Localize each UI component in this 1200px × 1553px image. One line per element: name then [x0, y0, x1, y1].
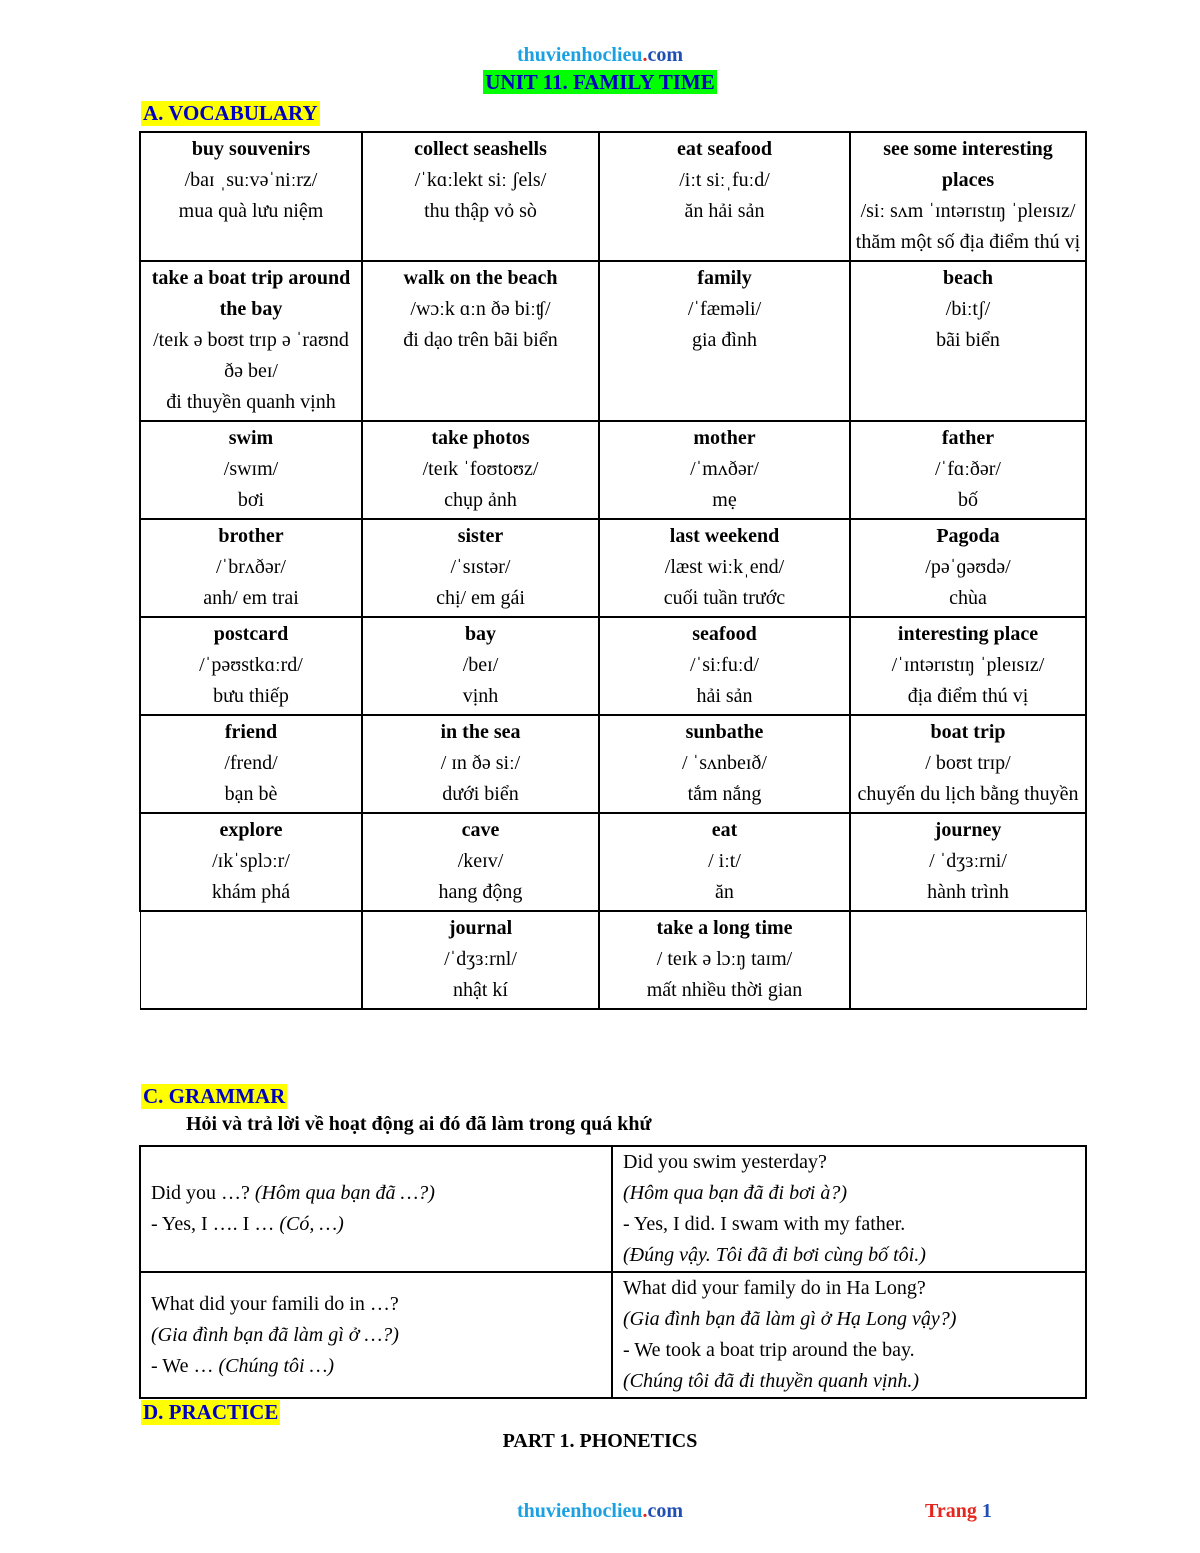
vocab-meaning: hang động — [438, 881, 523, 903]
vocab-word: bay — [464, 623, 497, 645]
vocab-meaning: khám phá — [211, 881, 291, 903]
vocab-word: family — [697, 267, 752, 289]
vocab-word: sister — [457, 525, 504, 547]
unit-title: UNIT 11. FAMILY TIME — [485, 70, 715, 94]
vocab-ipa: / boʊt trɪp/ — [925, 752, 1011, 774]
vocab-cell — [362, 519, 599, 617]
vocab-meaning: đi dạo trên bãi biển — [403, 329, 558, 351]
grammar-example-cell — [612, 1272, 1086, 1398]
vocab-meaning: nhật kí — [453, 979, 508, 1001]
vocab-row — [140, 519, 1086, 617]
vocab-word: swim — [228, 427, 274, 449]
section-practice-heading: D. PRACTICE — [143, 1400, 279, 1424]
vocab-word: take a long time — [656, 917, 793, 939]
vocab-cell — [599, 617, 850, 715]
vocab-cell — [362, 261, 599, 421]
grammar-pattern-cell — [140, 1146, 612, 1272]
section-vocabulary-heading: A. VOCABULARY — [143, 101, 318, 125]
section-grammar-heading: C. GRAMMAR — [143, 1084, 286, 1108]
vocab-cell — [850, 261, 1086, 421]
vocab-word: mother — [693, 427, 756, 449]
vocab-cell — [599, 519, 850, 617]
part1-title: PART 1. PHONETICS — [502, 1430, 698, 1452]
grammar-example-translation: (Chúng tôi đã đi thuyền quanh vịnh.) — [623, 1370, 920, 1392]
grammar-pattern-cell — [140, 1272, 612, 1398]
vocab-ipa: /læst wiːkˌend/ — [664, 556, 785, 578]
grammar-example-cell — [612, 1146, 1086, 1272]
grammar-example-sentence: - We took a boat trip around the bay. — [623, 1339, 915, 1361]
vocab-cell — [850, 421, 1086, 519]
vocab-meaning: tắm nắng — [687, 783, 762, 805]
page-number — [925, 1500, 992, 1523]
site-name-com: com — [647, 44, 684, 66]
vocab-cell — [362, 813, 599, 911]
vocab-meaning: hành trình — [927, 881, 1009, 903]
vocab-meaning: chị/ em gái — [436, 587, 525, 609]
vocab-meaning: mua quà lưu niệm — [178, 200, 324, 222]
site-name-dot: . — [642, 44, 648, 66]
grammar-example-sentence: What did your family do in Ha Long? — [623, 1277, 926, 1299]
vocab-word: see some interesting places — [883, 138, 1053, 191]
vocab-cell — [362, 617, 599, 715]
vocab-ipa: /ˈɪntərɪstɪŋ ˈpleɪsɪz/ — [891, 654, 1045, 676]
footer-site-dot: . — [642, 1500, 648, 1522]
grammar-pattern-line — [151, 1320, 601, 1351]
vocab-word: postcard — [213, 623, 289, 645]
vocab-ipa: /ˈkɑːlekt siː ʃels/ — [414, 169, 547, 191]
grammar-example-sentence: - Yes, I did. I swam with my father. — [623, 1213, 906, 1235]
vocab-word: interesting place — [897, 623, 1039, 645]
vocab-cell — [140, 715, 362, 813]
vocab-word: explore — [219, 819, 283, 841]
grammar-subtitle: Hỏi và trả lời về hoạt động ai đó đã làm trong quá khứ — [186, 1113, 652, 1135]
vocab-ipa: /siː sʌm ˈɪntərɪstɪŋ ˈpleɪsɪz/ — [860, 200, 1076, 222]
page-number-value: 1 — [981, 1500, 992, 1522]
vocab-cell — [140, 261, 362, 421]
vocab-ipa: /frend/ — [224, 752, 278, 774]
vocab-cell — [140, 813, 362, 911]
vocab-cell — [140, 617, 362, 715]
vocab-ipa: /ˈpəʊstkɑːrd/ — [199, 654, 303, 676]
vocab-cell — [362, 911, 599, 1009]
grammar-row — [140, 1146, 1086, 1272]
site-name-part1: thuvienhoclieu — [516, 44, 643, 66]
vocab-cell — [850, 813, 1086, 911]
vocab-ipa: /teɪk ə boʊt trɪp ə ˈraʊnd ðə beɪ/ — [153, 329, 349, 382]
vocab-word: last weekend — [669, 525, 780, 547]
vocab-cell — [362, 715, 599, 813]
vocab-meaning: hải sản — [696, 685, 753, 707]
vocab-word: friend — [224, 721, 278, 743]
vocab-ipa: /keɪv/ — [457, 850, 504, 872]
footer-site-part1: thuvienhoclieu — [516, 1500, 643, 1522]
vocab-row — [140, 813, 1086, 911]
vocab-cell — [140, 132, 362, 261]
site-header — [0, 44, 1200, 67]
vocab-ipa: /pəˈɡəʊdə/ — [925, 556, 1011, 578]
vocab-cell — [599, 715, 850, 813]
vocab-meaning: đi thuyền quanh vịnh — [166, 391, 336, 413]
vocab-ipa: /ˈfæməli/ — [687, 298, 762, 320]
vocab-row — [140, 617, 1086, 715]
vocab-ipa: /ˈbrʌðər/ — [216, 556, 286, 578]
vocab-meaning: anh/ em trai — [203, 587, 299, 609]
vocab-meaning: ăn hải sản — [684, 200, 765, 222]
vocab-row — [140, 261, 1086, 421]
vocab-cell — [850, 715, 1086, 813]
vocab-cell-empty — [850, 911, 1086, 1009]
vocab-word: Pagoda — [936, 525, 1000, 547]
site-footer — [0, 1500, 1200, 1523]
vocab-word: eat — [711, 819, 738, 841]
grammar-table — [139, 1145, 1087, 1399]
grammar-pattern-line — [151, 1178, 601, 1209]
vocab-word: walk on the beach — [403, 267, 558, 289]
vocab-meaning: vịnh — [462, 685, 499, 707]
vocab-ipa: /ˈsɪstər/ — [450, 556, 511, 578]
vocab-word: buy souvenirs — [191, 138, 311, 160]
vocab-meaning: địa điểm thú vị — [907, 685, 1029, 707]
vocab-cell — [599, 813, 850, 911]
grammar-example-translation: (Đúng vậy. Tôi đã đi bơi cùng bố tôi.) — [623, 1244, 926, 1266]
vocab-ipa: / teɪk ə lɔːŋ taɪm/ — [656, 948, 793, 970]
vocab-cell — [362, 421, 599, 519]
vocab-meaning: dưới biển — [442, 783, 519, 805]
vocab-cell — [850, 132, 1086, 261]
vocab-cell — [599, 421, 850, 519]
vocab-cell — [599, 132, 850, 261]
vocab-word: journey — [934, 819, 1002, 841]
vocab-word: eat seafood — [677, 138, 772, 160]
vocab-ipa: /biːtʃ/ — [945, 298, 991, 320]
vocab-ipa: /teɪk ˈfoʊtoʊz/ — [422, 458, 539, 480]
grammar-example-translation: (Hôm qua bạn đã đi bơi à?) — [623, 1182, 847, 1204]
vocab-word: seafood — [692, 623, 757, 645]
vocab-meaning: bạn bè — [224, 783, 278, 805]
vocab-word: beach — [943, 267, 993, 289]
grammar-pattern-translation: (Gia đình bạn đã làm gì ở …?) — [151, 1323, 399, 1346]
vocab-ipa: /ˈmʌðər/ — [690, 458, 759, 480]
vocab-meaning: thăm một số địa điểm thú vị — [855, 231, 1081, 253]
vocab-ipa: / iːt/ — [708, 850, 741, 872]
vocab-meaning: mẹ — [712, 489, 737, 511]
grammar-pattern-text: - Yes, I …. I … — [151, 1213, 280, 1235]
vocab-word: sunbathe — [685, 721, 764, 743]
vocab-word: boat trip — [930, 721, 1006, 743]
vocab-meaning: cuối tuần trước — [663, 587, 786, 609]
grammar-row — [140, 1272, 1086, 1398]
vocab-cell — [850, 519, 1086, 617]
vocab-meaning: bãi biển — [936, 329, 1000, 351]
vocab-meaning: chuyến du lịch bằng thuyền — [857, 783, 1079, 805]
vocab-cell — [599, 911, 850, 1009]
footer-site-com: com — [647, 1500, 684, 1522]
vocab-cell — [362, 132, 599, 261]
vocab-word: collect seashells — [414, 138, 547, 160]
vocab-meaning: gia đình — [692, 329, 757, 351]
vocab-row — [140, 911, 1086, 1009]
vocab-ipa: /ɪkˈsplɔːr/ — [212, 850, 290, 872]
vocab-meaning: chùa — [949, 587, 987, 609]
vocab-ipa: / ɪn ðə siː/ — [440, 752, 521, 774]
vocab-cell — [850, 617, 1086, 715]
vocab-meaning: bơi — [237, 489, 265, 511]
grammar-pattern-text: What did your famili do in …? — [151, 1292, 399, 1315]
grammar-example-sentence: Did you swim yesterday? — [623, 1151, 827, 1173]
vocab-ipa: /iːt siːˌfuːd/ — [679, 169, 770, 191]
vocab-meaning: bố — [958, 489, 978, 511]
vocab-word: in the sea — [440, 721, 521, 743]
unit-title-wrap — [0, 70, 1200, 95]
grammar-pattern-translation: (Hôm qua bạn đã …?) — [254, 1182, 435, 1204]
grammar-pattern-line — [151, 1289, 601, 1320]
vocab-word: take photos — [431, 427, 530, 449]
vocab-row — [140, 715, 1086, 813]
vocab-meaning: thu thập vỏ sò — [424, 200, 537, 222]
vocab-ipa: /wɔːk ɑːn ðə biːʧ/ — [410, 298, 551, 320]
vocab-ipa: / ˈdʒɜːrni/ — [929, 850, 1007, 872]
vocab-word: cave — [461, 819, 500, 841]
vocab-cell-empty — [140, 911, 362, 1009]
vocab-ipa: /ˈsiːfuːd/ — [690, 654, 759, 676]
vocab-cell — [599, 261, 850, 421]
vocab-word: brother — [218, 525, 284, 547]
vocab-ipa: /ˈdʒɜːrnl/ — [444, 948, 517, 970]
vocab-ipa: / ˈsʌnbeɪð/ — [682, 752, 767, 774]
vocab-ipa: /baɪ ˌsuːvəˈniːrz/ — [184, 169, 318, 191]
vocab-cell — [140, 421, 362, 519]
page-label: Trang — [925, 1500, 977, 1522]
vocab-meaning: ăn — [715, 881, 734, 903]
grammar-pattern-translation: (Chúng tôi …) — [218, 1354, 335, 1377]
grammar-pattern-text: - We … — [151, 1354, 219, 1377]
grammar-pattern-text: Did you …? — [151, 1182, 255, 1204]
vocabulary-table — [139, 131, 1087, 1010]
vocab-word: journal — [448, 917, 513, 939]
vocab-meaning: mất nhiều thời gian — [646, 979, 803, 1001]
vocab-ipa: /beɪ/ — [462, 654, 499, 676]
grammar-pattern-line — [151, 1351, 601, 1382]
vocab-cell — [140, 519, 362, 617]
vocab-row — [140, 132, 1086, 261]
grammar-pattern-line — [151, 1209, 601, 1240]
vocab-word: father — [941, 427, 995, 449]
vocab-meaning: bưu thiếp — [213, 685, 289, 707]
grammar-pattern-translation: (Có, …) — [279, 1213, 344, 1235]
vocab-row — [140, 421, 1086, 519]
vocab-word: take a boat trip around the bay — [151, 267, 351, 320]
vocab-ipa: /swɪm/ — [223, 458, 279, 480]
vocab-ipa: /ˈfɑːðər/ — [935, 458, 1001, 480]
vocab-meaning: chụp ảnh — [444, 489, 517, 511]
grammar-example-translation: (Gia đình bạn đã làm gì ở Hạ Long vậy?) — [623, 1308, 957, 1330]
